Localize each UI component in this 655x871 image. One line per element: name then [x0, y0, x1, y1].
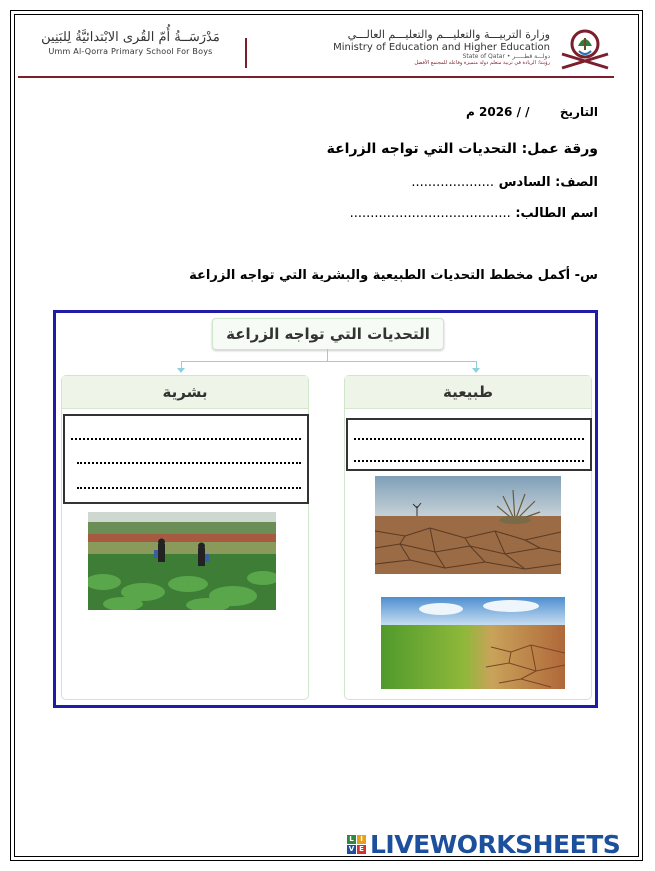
ministry-block — [280, 28, 550, 66]
class-blank: .................... — [411, 175, 495, 190]
natural-answer-box[interactable] — [346, 418, 592, 471]
ministry-state: State of Qatar • دولـــة قطـــــر — [462, 53, 550, 60]
connector-bar — [181, 361, 477, 362]
school-logo-block — [18, 30, 243, 56]
human-challenges-column — [61, 375, 309, 700]
qatar-emblem-icon — [558, 24, 613, 74]
date-label: التاريخ — [559, 105, 598, 119]
student-line — [350, 206, 598, 221]
header-divider — [245, 38, 247, 68]
tile-e: E — [357, 845, 366, 854]
answer-line[interactable] — [71, 438, 301, 440]
liveworksheets-tiles-icon — [347, 835, 366, 854]
tile-l: L — [347, 835, 356, 844]
answer-line[interactable] — [77, 462, 301, 464]
diagram-title: التحديات التي تواجه الزراعة — [212, 318, 444, 350]
student-name-blank[interactable]: ....................................... — [349, 206, 511, 221]
liveworksheets-wordmark: LIVEWORKSHEETS — [370, 829, 621, 859]
human-answer-box[interactable] — [63, 414, 309, 504]
tile-i: I — [357, 835, 366, 844]
green-to-desert-photo — [381, 597, 565, 689]
answer-line[interactable] — [354, 460, 584, 462]
human-heading: بشرية — [62, 376, 308, 409]
header-rule — [18, 76, 614, 78]
drought-photo — [375, 476, 561, 574]
date-line — [466, 105, 598, 119]
worksheet-title: ورقة عمل: التحديات التي تواجه الزراعة — [326, 141, 598, 157]
class-label: الصف: السادس — [498, 175, 598, 190]
arrow-down-icon — [472, 368, 480, 373]
ministry-name-arabic: وزارة التربيـــة والتعليـــم والتعليـــم العالـــي — [347, 28, 550, 41]
school-name-english: Umm Al-Qorra Primary School For Boys — [48, 47, 213, 56]
school-name-arabic: مَدْرَسَــةُ أُمّ القُرى الابْتدائيَّةُ لِلبَنِين — [41, 30, 220, 45]
ministry-name-english: Ministry of Education and Higher Education — [333, 42, 550, 53]
student-label: اسم الطالب: — [515, 206, 598, 221]
ministry-vision: رؤيتنا: الريادة في تربية متعلم دولة متميزة وفاعلة للمجتمع الأفضل — [414, 60, 550, 66]
arrow-down-icon — [177, 368, 185, 373]
answer-line[interactable] — [77, 487, 301, 489]
natural-heading: طبيعية — [345, 376, 591, 409]
farmers-spraying-photo — [88, 512, 276, 610]
tile-v: V — [348, 844, 355, 853]
date-value: / / 2026 م — [466, 105, 530, 119]
natural-challenges-column — [344, 375, 592, 700]
challenges-diagram — [53, 310, 598, 708]
liveworksheets-logo[interactable] — [347, 828, 620, 860]
class-line — [411, 175, 598, 190]
answer-line[interactable] — [354, 438, 584, 440]
question-text: س- أكمل مخطط التحديات الطبيعية والبشرية التي تواجه الزراعة — [189, 268, 598, 283]
